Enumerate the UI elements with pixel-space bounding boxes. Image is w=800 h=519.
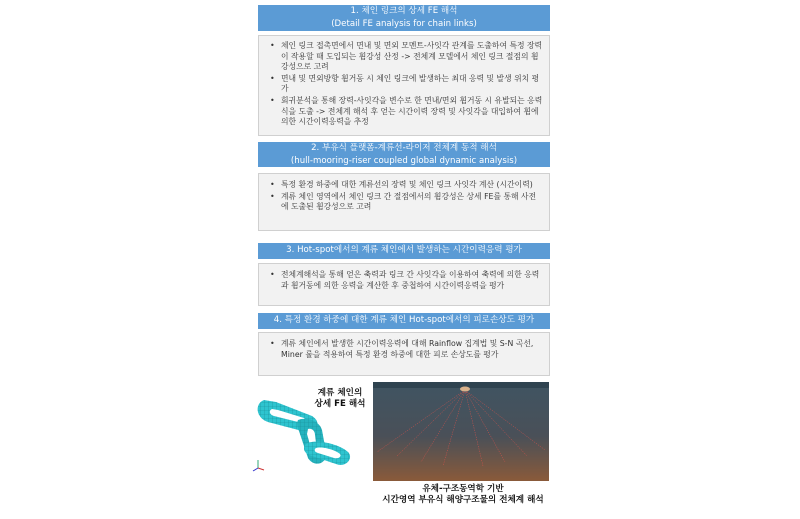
section-2-header <box>258 142 550 167</box>
floating-platform <box>460 387 470 392</box>
caption-line: 유체-구조동역학 기반 <box>422 484 504 494</box>
section-1-body <box>258 35 550 136</box>
sea-surface <box>373 382 549 388</box>
list-item: • 면내 및 면외방향 휨거동 시 체인 링크에 발생하는 최대 응력 및 발생 위치 평가 <box>281 74 543 95</box>
list-item: • 특정 환경 하중에 대한 계류선의 장력 및 체인 링크 사잇각 계산 (시간이력) <box>281 180 543 191</box>
section-1-subtitle: (Detail FE analysis for chain links) <box>331 19 477 29</box>
list-item: • 체인 링크 접촉면에서 면내 및 면외 모멘트-사잇각 관계를 도출하여 특정 장력이 작용할 때 도입되는 휨강성 산정 -> 전체계 모델에서 체인 링크 절점의 휨강성으로 고려 <box>281 41 543 73</box>
section-2-body <box>258 173 550 231</box>
section-3-title: 3. Hot-spot에서의 계류 체인에서 발생하는 시간이력응력 평가 <box>286 245 522 255</box>
section-4-title: 4. 특정 환경 하중에 대한 계류 체인 Hot-spot에서의 피로손상도 평가 <box>273 315 535 325</box>
chain-link-3 <box>304 442 350 465</box>
list-item: • 계류 체인에서 발생한 시간이력응력에 대해 Rainflow 집계법 및 S-N 곡선, Miner 룰을 적용하여 특정 환경 하중에 대한 피로 손상도를 평가 <box>281 339 543 360</box>
section-3-body <box>258 263 550 306</box>
caption-line: 상세 FE 해석 <box>314 399 366 409</box>
global-analysis-caption <box>368 484 558 506</box>
section-3-header <box>258 243 550 259</box>
list-item: • 회귀분석을 통해 장력-사잇각을 변수로 한 면내/면외 휨거동 시 유발되는 응력식을 도출 -> 전체계 해석 후 얻는 시간이력 장력 및 사잇각을 대입하여 휨에 의한 시간이력응력을 추정 <box>281 96 543 128</box>
list-item: • 전체계해석을 통해 얻은 축력과 링크 간 사잇각을 이용하여 축력에 의한 응력과 휨거동에 의한 응력을 계산한 후 중첩하여 시간이력응력을 평가 <box>281 270 543 291</box>
section-1-header <box>258 5 550 31</box>
section-4-header <box>258 313 550 329</box>
section-2-subtitle: (hull-mooring-riser coupled global dynamic analysis) <box>290 156 518 166</box>
section-1-title: 1. 체인 링크의 상세 FE 해석 <box>350 6 458 16</box>
section-2-title: 2. 부유식 플랫폼-계류선-라이저 전체계 동적 해석 <box>311 143 497 153</box>
section-4-body <box>258 332 550 376</box>
chain-fe-caption <box>305 388 375 410</box>
list-item: • 계류 체인 영역에서 체인 링크 간 절점에서의 휨강성은 상세 FE를 통해 사전에 도출된 휨강성으로 고려 <box>281 192 543 213</box>
caption-line: 시간영역 부유식 해양구조물의 전체계 해석 <box>382 495 544 505</box>
global-analysis-image <box>373 382 549 481</box>
caption-line: 계류 체인의 <box>317 388 363 398</box>
axis-triad-icon <box>253 460 264 471</box>
